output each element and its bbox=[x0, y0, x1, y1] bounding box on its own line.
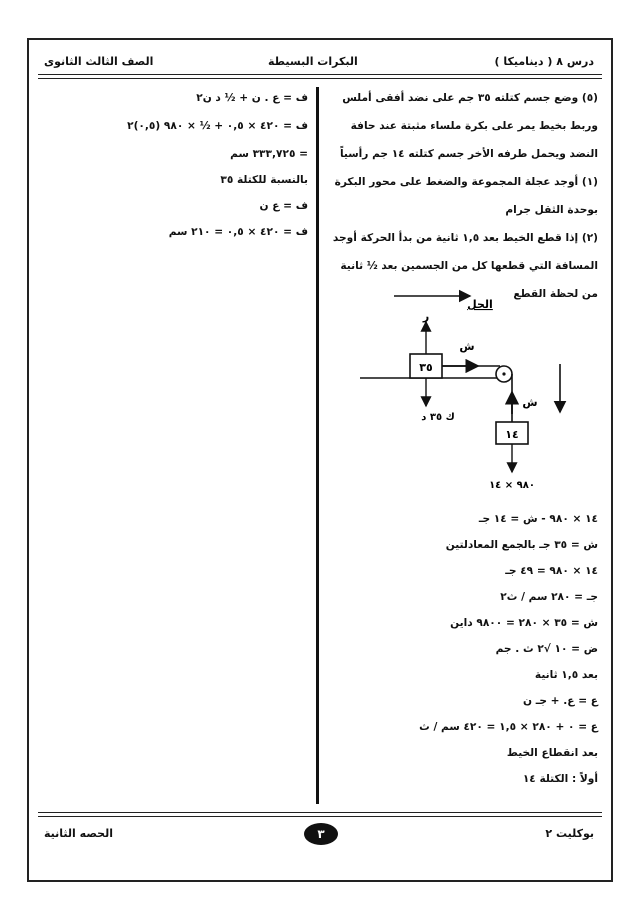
work-line: ف = ع . ن + ½ د ن٢ bbox=[196, 92, 308, 104]
weight-14-label: ٩٨٠ × ١٤ bbox=[489, 480, 535, 491]
lesson-title: درس ٨ ( ديناميكا ) bbox=[494, 55, 594, 68]
page-number: ٣ bbox=[304, 823, 338, 845]
header-rule-inner bbox=[38, 78, 602, 79]
solution-step: ض = ١٠ √٢ ث . جم bbox=[495, 643, 598, 655]
footer-rule-inner bbox=[38, 816, 602, 817]
work-line: = ٣٣٣,٧٢٥ سم bbox=[230, 148, 308, 160]
grade-label: الصف الثالث الثانوى bbox=[44, 55, 154, 68]
work-line: ف = ٤٢٠ × ٠,٥ = ٢١٠ سم bbox=[168, 226, 308, 238]
solution-step: ١٤ × ٩٨٠ - ش = ١٤ جـ bbox=[478, 513, 598, 525]
topic-title: البكرات البسيطة bbox=[268, 55, 358, 68]
mass-14-label: ١٤ bbox=[505, 428, 519, 441]
session-label: الحصه الثانية bbox=[44, 827, 113, 840]
problem-line: المسافة التي قطعها كل من الجسمين بعد ½ ثانية bbox=[340, 260, 598, 272]
weight-35-label: ك ٣٥ د bbox=[421, 412, 455, 423]
solution-step: ع = ٠ + ٢٨٠ × ١,٥ = ٤٢٠ سم / ث bbox=[419, 721, 598, 733]
tension-label-right: ش bbox=[522, 396, 538, 409]
problem-line: (٢) إذا قطع الخيط بعد ١,٥ ثانية من بدأ الحركة أوجد bbox=[332, 232, 598, 244]
work-line: ف = ع ن bbox=[259, 200, 308, 212]
header-rule bbox=[38, 74, 602, 75]
solution-step: ١٤ × ٩٨٠ = ٤٩ جـ bbox=[505, 565, 598, 577]
solution-step: ش = ٣٥ × ٢٨٠ = ٩٨٠٠ داين bbox=[450, 617, 598, 629]
solution-step: ش = ٣٥ جـ بالجمع المعادلتين bbox=[445, 539, 598, 551]
problem-line: (٥) وضع جسم كتلته ٣٥ جم على نضد أفقى أملس bbox=[342, 92, 598, 104]
column-divider bbox=[316, 87, 319, 804]
solution-step: ع = ع. + جـ ن bbox=[523, 695, 598, 707]
problem-line: من لحظة القطع bbox=[513, 288, 598, 300]
author-label: بوكليت ٢ bbox=[545, 827, 594, 840]
work-line: ف = ٤٢٠ × ٠,٥ + ½ × ٩٨٠ (٠,٥)٢ bbox=[127, 120, 308, 132]
mass-35-label: ٣٥ bbox=[419, 361, 433, 374]
problem-line: بوحدة الثقل جرام bbox=[505, 204, 598, 216]
normal-label: ر bbox=[422, 310, 430, 323]
pulley-diagram bbox=[330, 288, 590, 498]
problem-line: النضد ويحمل طرفه الأخر جسم كتلته ١٤ جم رأسياً bbox=[339, 148, 598, 160]
solution-step: جـ = ٢٨٠ سم / ث٢ bbox=[500, 591, 598, 603]
work-line: بالنسبة للكتلة ٣٥ bbox=[220, 174, 308, 186]
problem-line: وربط بخيط يمر على بكرة ملساء مثبتة عند حافة bbox=[350, 120, 598, 132]
solution-label: الحل bbox=[467, 298, 493, 311]
solution-step: أولاً : الكتلة ١٤ bbox=[522, 773, 598, 785]
left-column bbox=[40, 92, 308, 352]
solution-step: بعد ١,٥ ثانية bbox=[534, 669, 598, 681]
problem-line: (١) أوجد عجلة المجموعة والضغط على محور البكرة bbox=[334, 176, 598, 188]
footer-rule bbox=[38, 812, 602, 813]
tension-label-top: ش bbox=[459, 340, 475, 353]
solution-step: بعد انقطاع الخيط bbox=[506, 747, 598, 759]
